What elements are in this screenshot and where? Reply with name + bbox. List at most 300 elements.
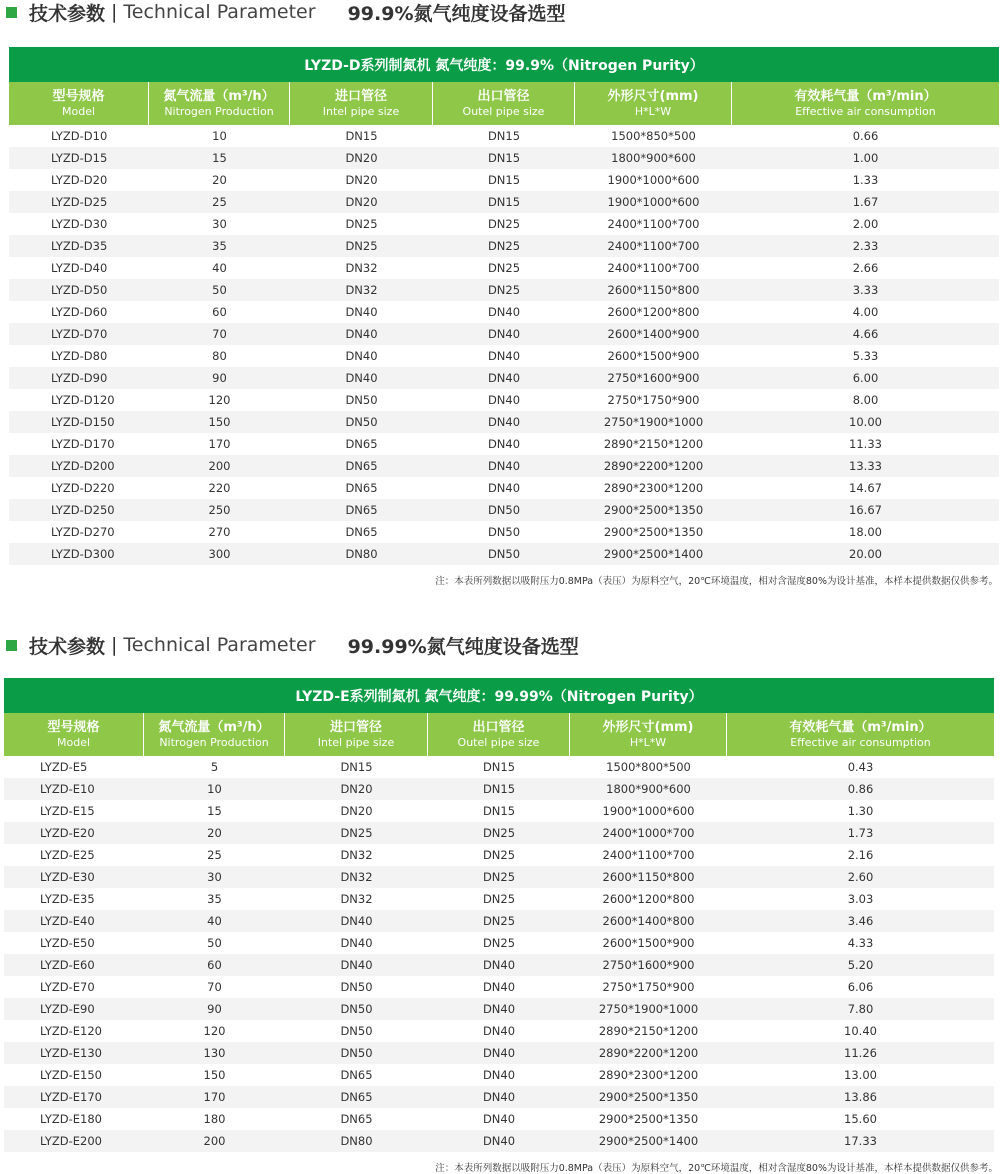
table-cell: 2900*2500*1350 [598,1112,699,1126]
table-cell: DN40 [482,1090,516,1104]
table-cell: 90 [207,1002,222,1016]
table-cell: 2.00 [852,217,879,231]
table-cell: 2890*2200*1200 [598,1046,699,1060]
table-cell: DN25 [340,826,373,840]
table-cell: DN15 [345,129,378,143]
table-cell: LYZD-E180 [40,1112,103,1126]
table-cell: 2750*1600*900 [607,371,700,385]
table-cell: DN40 [482,1068,516,1082]
table-cell: 11.26 [844,1046,877,1060]
table-cell: DN40 [487,371,521,385]
table-row [4,888,994,910]
table-cell: DN25 [482,892,516,906]
column-header-en: Outel pipe size [457,735,540,749]
table-cell: DN25 [482,826,516,840]
column-header-zh: 外形尺寸(mm) [607,88,699,104]
table-cell: 220 [208,481,231,495]
table-cell: DN50 [340,980,373,994]
green-square-icon [6,7,17,18]
table-cell: 2.16 [847,848,874,862]
table-cell: 13.33 [849,459,882,473]
table-cell: 70 [212,327,227,341]
table-cell: 2890*2150*1200 [603,437,704,451]
table-cell: DN40 [482,1112,516,1126]
table-cell: 2750*1900*1000 [603,415,704,429]
column-header-en: Model [56,735,91,749]
table-cell: LYZD-E20 [40,826,95,840]
table-cell: 120 [208,393,231,407]
table-cell: 1900*1000*600 [607,195,700,209]
table-cell: DN40 [482,1134,516,1148]
table-cell: DN40 [482,958,516,972]
table-cell: LYZD-E35 [40,892,95,906]
table-cell: DN15 [340,760,373,774]
table-cell: LYZD-E70 [40,980,95,994]
table-cell: 4.66 [852,327,879,341]
table-cell: DN40 [487,393,521,407]
table-row [9,521,999,543]
table-cell: DN15 [482,782,516,796]
table-cell: LYZD-E5 [40,760,88,774]
table-cell: DN50 [340,1002,373,1016]
table-cell: LYZD-D150 [51,415,115,429]
table-cell: DN40 [482,1024,516,1038]
table-cell: 35 [207,892,222,906]
table-cell: DN20 [340,782,373,796]
heading-separator: | [111,634,118,656]
column-header [727,713,994,756]
table-row [9,301,999,323]
table-cell: DN40 [345,305,378,319]
table-cell: 60 [212,305,227,319]
column-header [9,82,149,125]
column-header-zh: 出口管径 [472,719,525,735]
table-cell: 1.00 [852,151,879,165]
heading-en: Technical Parameter [123,634,316,656]
table-cell: 60 [207,958,222,972]
table-cell: DN65 [345,481,378,495]
table-title: LYZD-E系列制氮机 氮气纯度：99.99%（Nitrogen Purity） [4,678,994,713]
table-cell: 150 [203,1068,226,1082]
column-header [428,713,570,756]
table-cell: DN65 [345,437,378,451]
column-header-zh: 有效耗气量（m³/min） [794,88,937,104]
table-cell: 2600*1200*800 [607,305,700,319]
table-cell: 2750*1750*900 [607,393,700,407]
table-cell: DN65 [340,1112,373,1126]
column-header [290,82,433,125]
heading-separator: | [111,1,118,23]
table-cell: 1500*800*500 [606,760,691,774]
table-row [9,323,999,345]
table-row [4,954,994,976]
table-cell: LYZD-D220 [51,481,115,495]
spec-table [4,678,994,1152]
table-cell: DN40 [487,415,521,429]
table-cell: 2600*1400*900 [607,327,700,341]
column-header-zh: 有效耗气量（m³/min） [789,719,932,735]
column-header [575,82,732,125]
table-cell: 70 [207,980,222,994]
column-header-zh: 进口管径 [329,719,382,735]
table-cell: 2600*1150*800 [607,283,700,297]
table-row [9,257,999,279]
spec-table [9,47,999,565]
table-cell: 16.67 [849,503,882,517]
table-cell: 2400*1100*700 [607,261,700,275]
table-cell: 180 [203,1112,226,1126]
green-square-icon [6,640,17,651]
table-cell: DN65 [340,1090,373,1104]
table-cell: 2400*1000*700 [602,826,695,840]
table-cell: 2400*1100*700 [602,848,695,862]
table-cell: LYZD-E90 [40,1002,95,1016]
table-cell: 1.67 [852,195,879,209]
table-cell: 150 [208,415,231,429]
column-header [149,82,290,125]
table-cell: 11.33 [849,437,882,451]
table-cell: 300 [208,547,231,561]
table-row [9,411,999,433]
table-cell: 1900*1000*600 [602,804,695,818]
table-cell: DN20 [345,195,378,209]
table-cell: 170 [203,1090,226,1104]
table-row [4,1042,994,1064]
table-cell: 2750*1600*900 [602,958,695,972]
table-row [4,932,994,954]
heading-zh: 技术参数 [29,2,106,25]
column-header [144,713,285,756]
table-cell: DN40 [345,371,378,385]
table-cell: LYZD-D30 [51,217,108,231]
table-cell: DN25 [482,848,516,862]
table-cell: 15.60 [844,1112,877,1126]
table-cell: 40 [207,914,222,928]
table-cell: DN25 [487,283,521,297]
table-cell: LYZD-E10 [40,782,95,796]
table-cell: 2400*1100*700 [607,239,700,253]
table-cell: 250 [208,503,231,517]
table-cell: LYZD-E15 [40,804,95,818]
table-cell: 200 [203,1134,226,1148]
table-row [9,345,999,367]
table-cell: 0.66 [852,129,879,143]
table-cell: DN40 [487,349,521,363]
table-cell: 10 [212,129,227,143]
table-cell: 50 [207,936,222,950]
heading-purity: 99.9%氮气纯度设备选型 [347,2,566,25]
table-row [4,844,994,866]
table-cell: 50 [212,283,227,297]
table-cell: 17.33 [844,1134,877,1148]
table-cell: 2900*2500*1400 [598,1134,699,1148]
table-cell: DN40 [482,1002,516,1016]
table-row [4,1130,994,1152]
column-header [433,82,575,125]
column-header-en: Intel pipe size [322,104,400,118]
table-cell: 2890*2150*1200 [598,1024,699,1038]
table-cell: 30 [207,870,222,884]
table-cell: LYZD-D60 [51,305,108,319]
table-cell: 80 [212,349,227,363]
table-cell: 2.33 [852,239,879,253]
table-cell: DN40 [487,327,521,341]
table-cell: DN40 [487,459,521,473]
table-row [9,279,999,301]
table-cell: DN25 [482,870,516,884]
table-cell: 1800*900*600 [611,151,696,165]
table-row [4,756,994,778]
table-cell: 18.00 [849,525,882,539]
table-cell: LYZD-E60 [40,958,95,972]
section-heading [6,633,579,657]
table-cell: LYZD-E150 [40,1068,103,1082]
table-cell: DN50 [487,503,521,517]
table-cell: DN65 [345,525,378,539]
column-header-en: Effective air consumption [790,735,931,749]
table-cell: 120 [203,1024,226,1038]
table-cell: DN40 [345,327,378,341]
column-header-zh: 氮气流量（m³/h） [163,88,275,104]
table-cell: LYZD-E130 [40,1046,103,1060]
table-cell: 2.66 [852,261,879,275]
table-cell: 2890*2300*1200 [603,481,704,495]
table-cell: LYZD-E120 [40,1024,103,1038]
table-row [9,213,999,235]
table-cell: DN65 [345,459,378,473]
table-row [9,191,999,213]
table-cell: 2600*1150*800 [602,870,695,884]
table-cell: 2900*2500*1350 [603,525,704,539]
table-row [9,125,999,147]
table-cell: 2600*1200*800 [602,892,695,906]
table-cell: LYZD-D20 [51,173,108,187]
table-cell: DN15 [487,195,521,209]
column-header-en: Model [61,104,96,118]
table-row [9,169,999,191]
table-cell: DN20 [345,151,378,165]
table-header [4,713,994,756]
table-cell: DN40 [487,305,521,319]
table-cell: 25 [207,848,222,862]
table-cell: 170 [208,437,231,451]
table-cell: 20 [207,826,222,840]
table-cell: DN32 [340,870,373,884]
table-cell: DN65 [345,503,378,517]
table-cell: DN40 [345,349,378,363]
table-cell: DN40 [340,914,373,928]
table-cell: LYZD-D40 [51,261,108,275]
table-cell: 1.30 [847,804,874,818]
table-cell: DN50 [340,1024,373,1038]
table-cell: 5 [210,760,219,774]
table-cell: LYZD-D25 [51,195,108,209]
table-cell: DN50 [487,547,521,561]
table-cell: 14.67 [849,481,882,495]
table-cell: 1.33 [852,173,879,187]
table-cell: DN15 [487,129,521,143]
column-header [570,713,727,756]
table-cell: DN15 [482,760,516,774]
table-cell: DN25 [345,239,378,253]
table-cell: 2600*1500*900 [607,349,700,363]
table-cell: LYZD-D10 [51,129,108,143]
table-cell: 2600*1400*800 [602,914,695,928]
table-cell: DN25 [487,217,521,231]
table-cell: 2890*2200*1200 [603,459,704,473]
table-row [4,822,994,844]
table-cell: DN40 [482,980,516,994]
table-cell: 1.73 [847,826,874,840]
table-cell: 1800*900*600 [606,782,691,796]
table-cell: 0.43 [847,760,874,774]
footnote: 注：本表所列数据以吸附压力0.8MPa（表压）为原料空气，20℃环境温度，相对含湿度80%为设计基准，本样本提供数据仅供参考。 [435,1163,998,1174]
table-cell: DN80 [340,1134,373,1148]
table-cell: 2750*1900*1000 [598,1002,699,1016]
table-row [4,778,994,800]
table-cell: DN15 [482,804,516,818]
table-row [4,998,994,1020]
table-cell: LYZD-E200 [40,1134,103,1148]
table-row [9,367,999,389]
column-header-en: Intel pipe size [317,735,395,749]
table-cell: DN25 [482,936,516,950]
table-cell: LYZD-D50 [51,283,108,297]
table-cell: DN25 [487,261,521,275]
table-cell: DN50 [345,415,378,429]
table-cell: DN20 [340,804,373,818]
table-cell: LYZD-D35 [51,239,108,253]
table-cell: 3.03 [847,892,874,906]
table-title: LYZD-D系列制氮机 氮气纯度：99.9%（Nitrogen Purity） [9,47,999,82]
table-cell: LYZD-D90 [51,371,108,385]
table-cell: LYZD-E30 [40,870,95,884]
table-cell: 2900*2500*1400 [603,547,704,561]
table-cell: LYZD-D250 [51,503,115,517]
table-cell: DN15 [487,173,521,187]
column-header [732,82,999,125]
table-cell: DN32 [340,892,373,906]
table-cell: DN50 [345,393,378,407]
table-cell: DN40 [487,437,521,451]
table-cell: 7.80 [847,1002,874,1016]
table-row [4,1108,994,1130]
heading-zh: 技术参数 [29,635,106,658]
column-header-en: Effective air consumption [795,104,936,118]
table-cell: LYZD-D120 [51,393,115,407]
column-header-zh: 进口管径 [334,88,387,104]
table-header [9,82,999,125]
heading-en: Technical Parameter [123,1,316,23]
table-cell: 2900*2500*1350 [603,503,704,517]
table-cell: 3.33 [852,283,879,297]
table-row [9,499,999,521]
section-heading [6,0,565,24]
table-cell: 10.40 [844,1024,877,1038]
table-cell: DN25 [345,217,378,231]
table-cell: 4.33 [847,936,874,950]
table-row [4,1020,994,1042]
table-row [4,910,994,932]
table-cell: 2900*2500*1350 [598,1090,699,1104]
column-header-en: H*L*W [629,735,667,749]
heading-purity: 99.99%氮气纯度设备选型 [347,635,579,658]
table-row [9,235,999,257]
table-cell: LYZD-E40 [40,914,95,928]
table-cell: 4.00 [852,305,879,319]
table-cell: LYZD-D15 [51,151,108,165]
table-cell: 2400*1100*700 [607,217,700,231]
table-row [4,1064,994,1086]
table-cell: LYZD-E170 [40,1090,103,1104]
table-row [9,455,999,477]
table-cell: 40 [212,261,227,275]
table-cell: LYZD-D80 [51,349,108,363]
table-row [9,147,999,169]
column-header-zh: 出口管径 [477,88,530,104]
table-body [9,125,999,565]
table-row [4,1086,994,1108]
table-cell: 10 [207,782,222,796]
table-cell: 1900*1000*600 [607,173,700,187]
column-header [285,713,428,756]
table-row [4,976,994,998]
table-cell: 5.33 [852,349,879,363]
table-cell: 13.00 [844,1068,877,1082]
table-cell: DN65 [340,1068,373,1082]
table-cell: 15 [207,804,222,818]
table-cell: LYZD-E50 [40,936,95,950]
table-cell: 2600*1500*900 [602,936,695,950]
table-cell: LYZD-E25 [40,848,95,862]
column-header [4,713,144,756]
table-cell: 25 [212,195,227,209]
table-cell: 10.00 [849,415,882,429]
column-header-en: Nitrogen Production [159,735,269,749]
table-row [9,477,999,499]
table-cell: 130 [203,1046,226,1060]
table-cell: LYZD-D200 [51,459,115,473]
table-cell: DN32 [345,283,378,297]
table-cell: 0.86 [847,782,874,796]
table-cell: 15 [212,151,227,165]
table-cell: 2890*2300*1200 [598,1068,699,1082]
table-cell: DN80 [345,547,378,561]
table-cell: 2750*1750*900 [602,980,695,994]
table-cell: 3.46 [847,914,874,928]
table-cell: 13.86 [844,1090,877,1104]
table-cell: DN50 [487,525,521,539]
table-cell: DN25 [482,914,516,928]
table-cell: 6.00 [852,371,879,385]
table-cell: 200 [208,459,231,473]
table-cell: DN32 [340,848,373,862]
table-row [9,543,999,565]
table-cell: 30 [212,217,227,231]
table-cell: DN40 [340,958,373,972]
table-cell: LYZD-D270 [51,525,115,539]
table-cell: 35 [212,239,227,253]
table-cell: 2.60 [847,870,874,884]
table-cell: LYZD-D170 [51,437,115,451]
column-header-zh: 外形尺寸(mm) [602,719,694,735]
table-cell: 20 [212,173,227,187]
table-cell: DN40 [487,481,521,495]
table-cell: DN50 [340,1046,373,1060]
table-cell: 1500*850*500 [611,129,696,143]
table-cell: 6.06 [847,980,874,994]
column-header-zh: 氮气流量（m³/h） [158,719,270,735]
